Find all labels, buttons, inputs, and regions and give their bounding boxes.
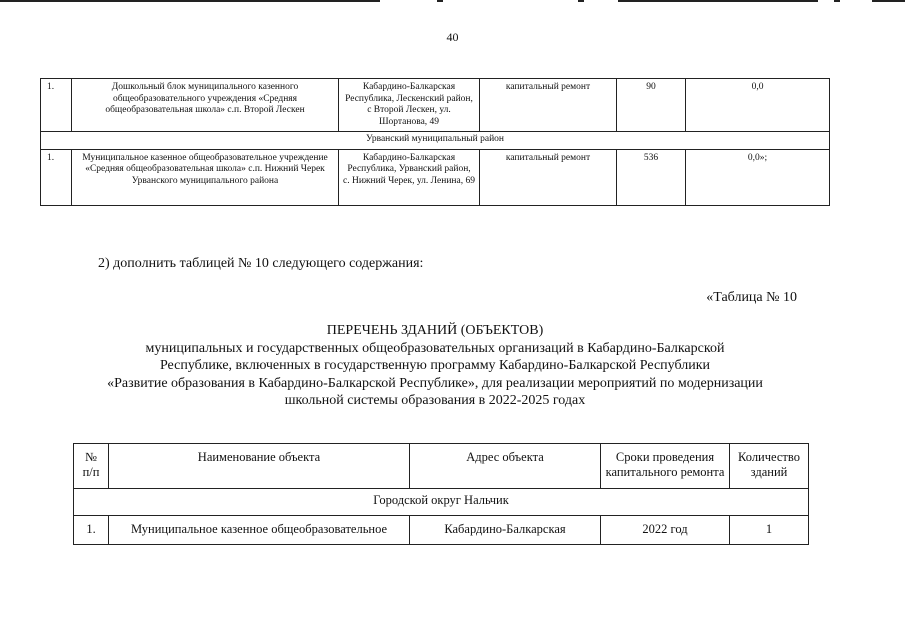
- header-text: зданий: [750, 465, 788, 479]
- heading-line: Республике, включенных в государственную программу Кабардино-Балкарской Республики: [159, 358, 711, 373]
- scan-edge-line: [834, 0, 840, 2]
- scan-edge-line: [618, 0, 818, 2]
- header-count: [730, 444, 809, 489]
- row-number: 1.: [41, 149, 72, 205]
- row-number: 1.: [74, 516, 109, 545]
- object-name: Муниципальное казенное общеобразовательное учреждение «Средняя общеобразовательная школа» с.п. Нижний Черек Урванского муниципального района: [72, 149, 339, 205]
- header-number: [74, 444, 109, 489]
- table-10: [73, 443, 809, 545]
- header-text: №: [85, 450, 97, 464]
- amount-value: 0,0»;: [686, 149, 830, 205]
- table-row: [41, 149, 830, 205]
- table-row: [41, 79, 830, 132]
- heading-line: муниципальных и государственных общеобразовательных организаций в Кабардино-Балкарской: [145, 340, 725, 356]
- object-address: Кабардино-Балкарская Республика, Урванский район, с. Нижний Черек, ул. Ленина, 69: [339, 149, 480, 205]
- header-text: капитального ремонта: [605, 465, 725, 479]
- scan-edge-line: [872, 0, 905, 2]
- table-row: [74, 516, 809, 545]
- district-subheader: Городской округ Нальчик: [74, 489, 809, 516]
- page-number: 40: [446, 30, 459, 44]
- row-number: 1.: [41, 79, 72, 132]
- table-subheader-row: [74, 489, 809, 516]
- repair-term: 2022 год: [601, 516, 730, 545]
- work-type: капитальный ремонт: [480, 149, 617, 205]
- object-address: Кабардино-Балкарская: [410, 516, 601, 545]
- scan-edge-line: [437, 0, 443, 2]
- table-reference: «Таблица № 10: [706, 290, 797, 305]
- object-name: Муниципальное казенное общеобразовательное: [109, 516, 410, 545]
- scan-edge-line: [0, 0, 380, 2]
- table-heading: [40, 322, 830, 410]
- header-term: [601, 444, 730, 489]
- object-address: Кабардино-Балкарская Республика, Лескенский район, с Второй Лескен, ул. Шортанова, 49: [339, 79, 480, 132]
- amendment-paragraph: 2) дополнить таблицей № 10 следующего содержания:: [98, 256, 424, 271]
- amount-value: 0,0: [686, 79, 830, 132]
- heading-line: ПЕРЕЧЕНЬ ЗДАНИЙ (ОБЪЕКТОВ): [326, 323, 544, 338]
- header-name: Наименование объекта: [109, 444, 410, 489]
- heading-line: «Развитие образования в Кабардино-Балкарской Республике», для реализации мероприятий по модернизации: [107, 375, 763, 391]
- area-value: 536: [617, 149, 686, 205]
- table-subheader-row: [41, 132, 830, 150]
- header-text: Сроки проведения: [615, 450, 715, 464]
- table-header-row: [74, 444, 809, 489]
- scan-edge-line: [578, 0, 584, 2]
- heading-line: школьной системы образования в 2022-2025 годах: [284, 393, 586, 408]
- area-value: 90: [617, 79, 686, 132]
- district-subheader: Урванский муниципальный район: [41, 132, 830, 150]
- header-text: Количество: [738, 450, 800, 464]
- object-name: Дошкольный блок муниципального казенного общеобразовательного учреждения «Средняя общеобразовательная школа» с.п. Второй Лескен: [72, 79, 339, 132]
- building-count: 1: [730, 516, 809, 545]
- header-text: п/п: [82, 465, 100, 479]
- work-type: капитальный ремонт: [480, 79, 617, 132]
- header-address: Адрес объекта: [410, 444, 601, 489]
- continued-table: [40, 78, 830, 206]
